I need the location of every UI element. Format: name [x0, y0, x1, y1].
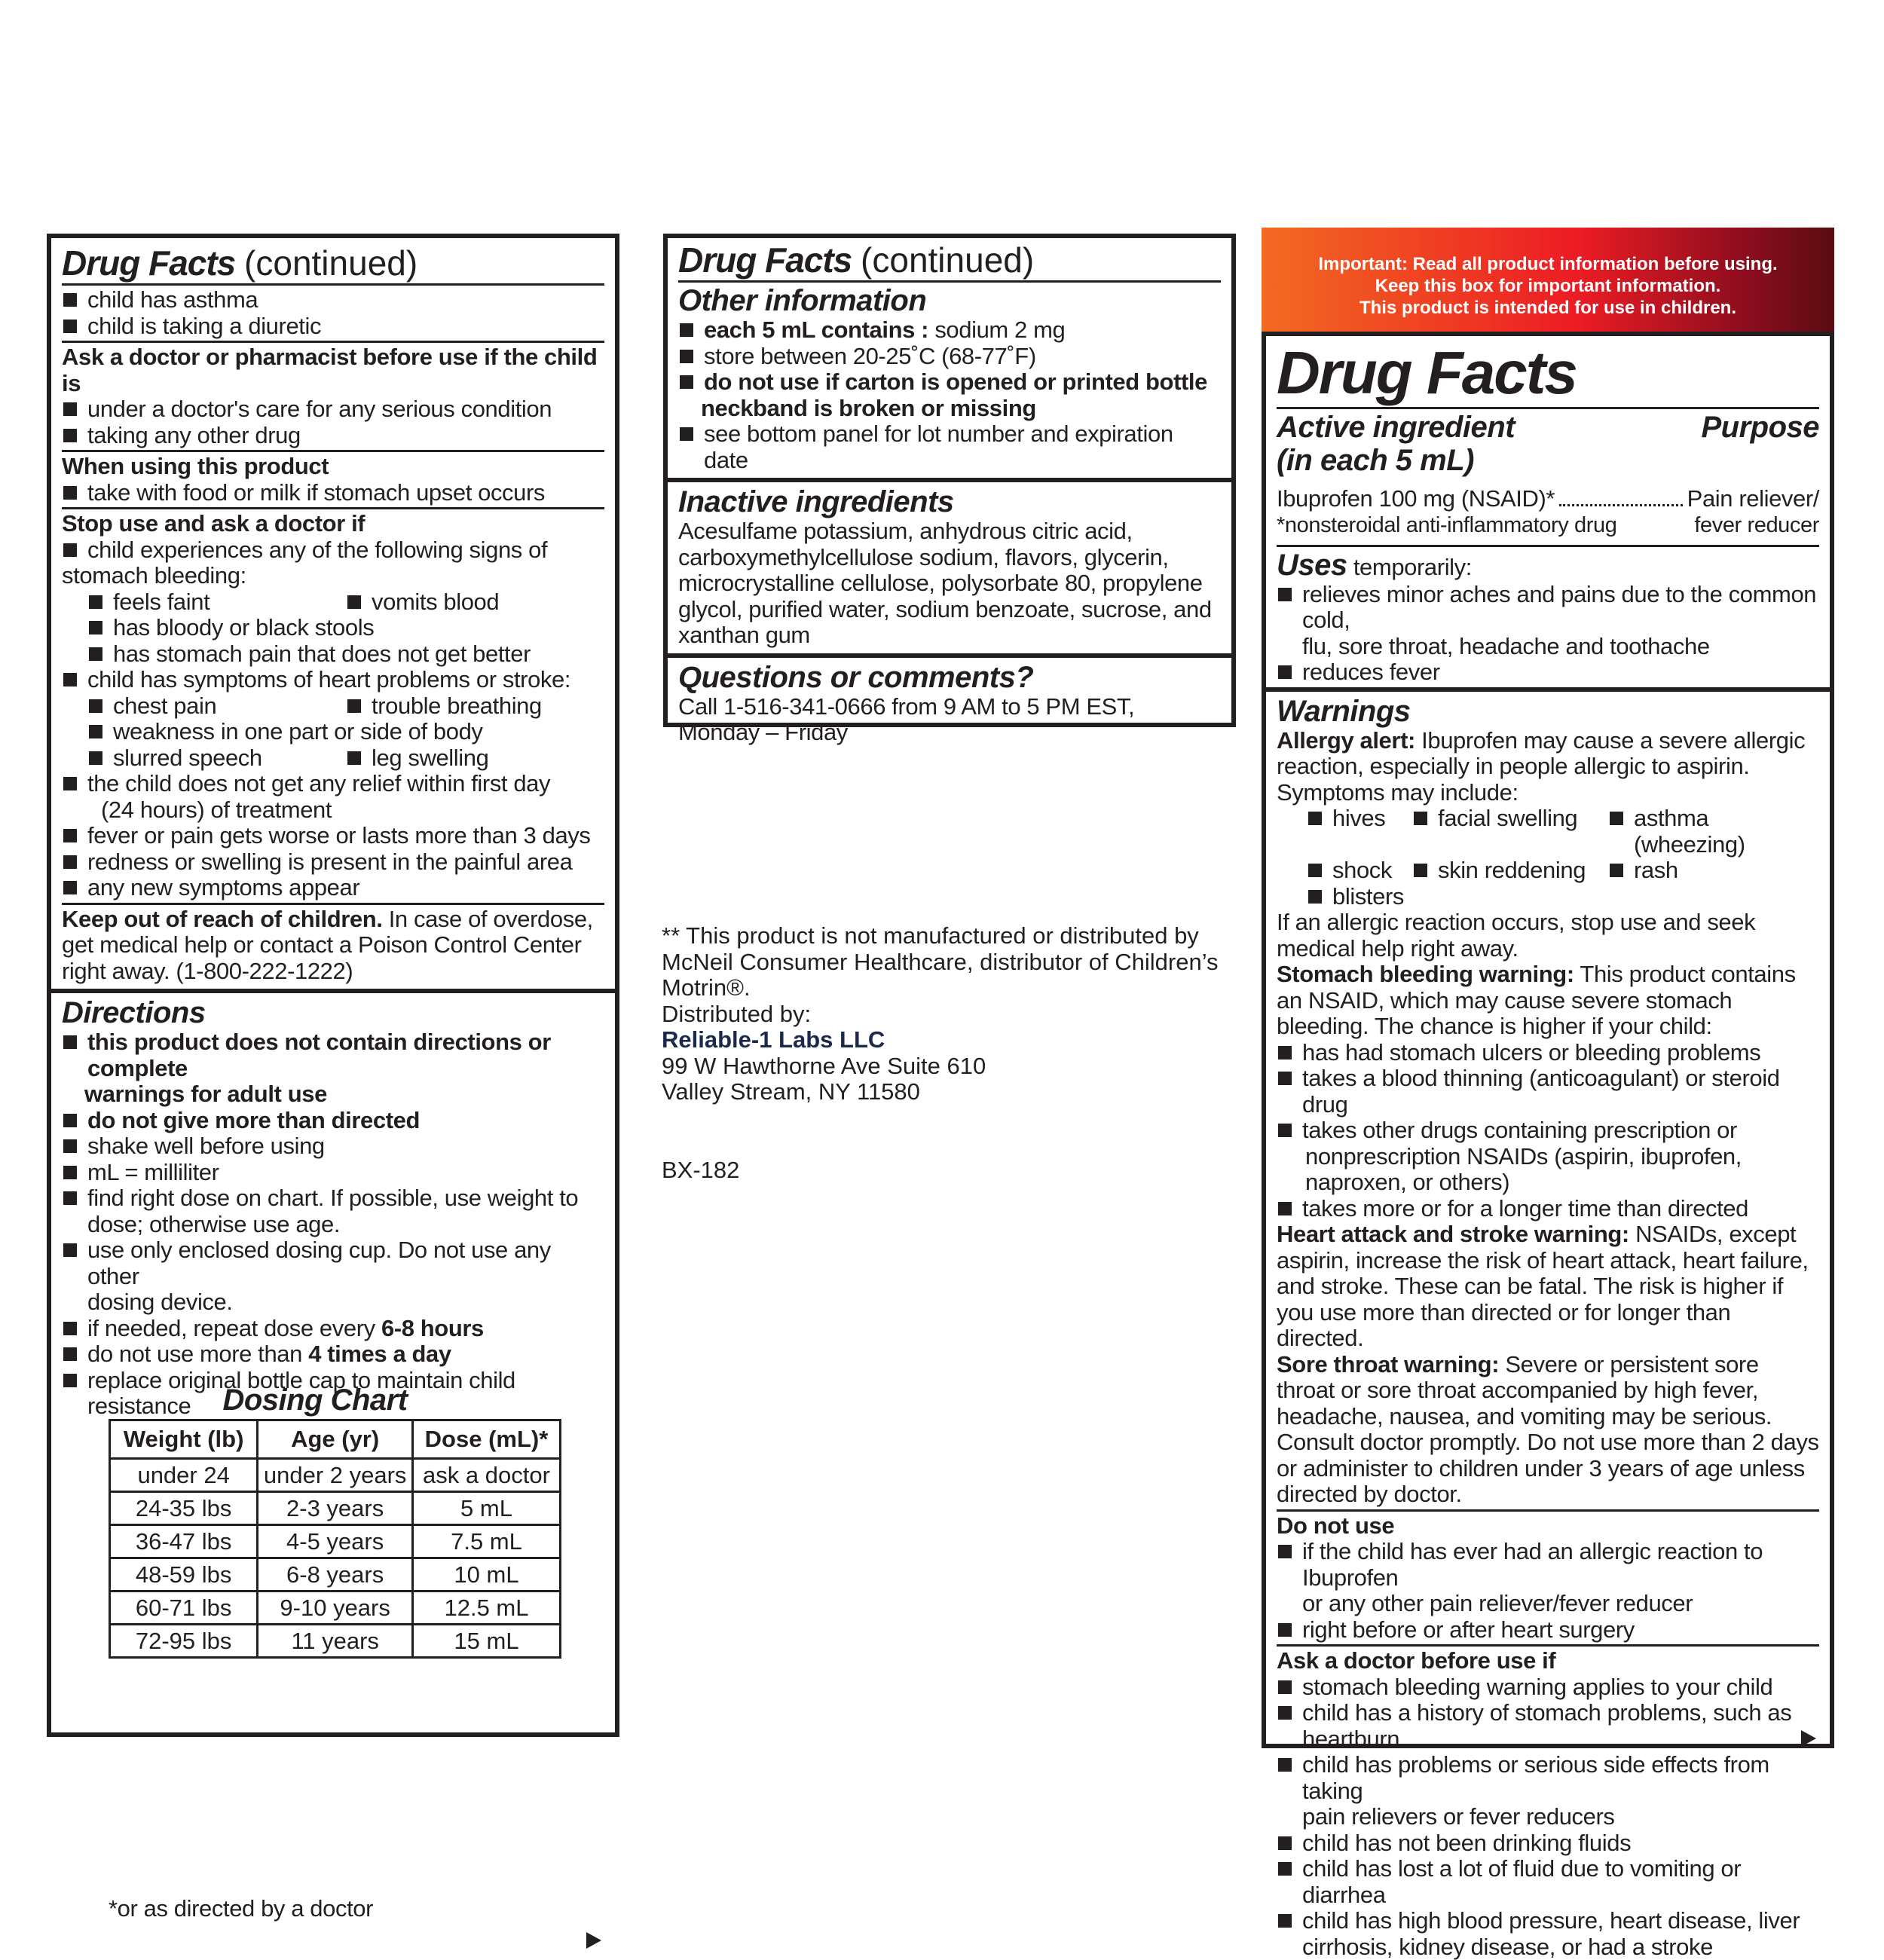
- list-item: do not give more than directed: [62, 1108, 604, 1134]
- ingredient-note-row: *nonsteroidal anti-inflammatory drug fever reducer: [1277, 512, 1819, 539]
- allergy-instructions: If an allergic reaction occurs, stop use and seek medical help right away.: [1277, 910, 1819, 962]
- list-item: child experiences any of the following signs of: [62, 537, 604, 564]
- middle-panel-title: Drug Facts (continued): [678, 240, 1221, 280]
- list-item: takes other drugs containing prescription or: [1277, 1118, 1819, 1144]
- table-cell: under 2 years: [258, 1459, 413, 1492]
- list-item-continued: heartburn: [1277, 1726, 1819, 1753]
- table-cell: 4-5 years: [258, 1525, 413, 1558]
- list-item: stomach bleeding warning applies to your child: [1277, 1674, 1819, 1701]
- list-item: child has not been drinking fluids: [1277, 1830, 1819, 1857]
- inactive-ingredients-text: Acesulfame potassium, anhydrous citric acid, carboxymethylcellulose sodium, flavors, glycerin, microcrystalline cellulose, polysorbate 80, propylene glycol, purified water, sodium benzoate, sucrose, and xanthan gum: [678, 518, 1221, 649]
- list-item-continued: nonprescription NSAIDs (aspirin, ibuprofen,: [1277, 1144, 1819, 1170]
- list-item: do not use more than 4 times a day: [62, 1341, 604, 1368]
- allergy-alert: Allergy alert: Ibuprofen may cause a severe allergic reaction, especially in people allergic to aspirin. Symptoms may include:: [1277, 728, 1819, 806]
- distributor-name: Reliable-1 Labs LLC: [662, 1027, 885, 1053]
- list-item: skin reddening: [1412, 858, 1608, 884]
- stomach-bleeding-warning: Stomach bleeding warning: This product contains an NSAID, which may cause severe stomach bleeding. The chance is higher if your child:: [1277, 962, 1819, 1040]
- continue-arrow-icon: [1801, 1730, 1816, 1747]
- list-item: shock: [1307, 858, 1412, 884]
- right-panel-title: Drug Facts: [1277, 341, 1819, 405]
- list-item: under a doctor's care for any serious condition: [62, 396, 604, 423]
- list-item: each 5 mL contains : sodium 2 mg: [678, 317, 1221, 344]
- distributor-address-line2: Valley Stream, NY 11580: [662, 1079, 920, 1105]
- table-cell: ask a doctor: [412, 1459, 560, 1492]
- list-item: chest pain: [62, 693, 346, 720]
- uses-heading: Uses temporarily:: [1277, 549, 1819, 582]
- list-item-continued: flu, sore throat, headache and toothache: [1277, 634, 1819, 660]
- list-item: child has a history of stomach problems, such as: [1277, 1700, 1819, 1726]
- list-item: do not use if carton is opened or printed bottle: [678, 369, 1221, 396]
- continue-arrow-icon: [586, 1932, 601, 1949]
- list-item: child has problems or serious side effects from taking: [1277, 1752, 1819, 1804]
- table-row: [110, 1592, 561, 1625]
- distributor-address-line1: 99 W Hawthorne Ave Suite 610: [662, 1053, 986, 1080]
- list-item: leg swelling: [346, 745, 604, 772]
- table-row: [110, 1625, 561, 1658]
- table-cell: 6-8 years: [258, 1558, 413, 1592]
- table-cell: 72-95 lbs: [110, 1625, 258, 1658]
- table-header-row: [110, 1420, 561, 1459]
- left-drug-facts-panel: [47, 234, 619, 1737]
- list-item: redness or swelling is present in the painful area: [62, 849, 604, 876]
- table-cell: 7.5 mL: [412, 1525, 560, 1558]
- ask-doctor-heading: Ask a doctor before use if: [1277, 1648, 1819, 1674]
- list-item: child has lost a lot of fluid due to vomiting or diarrhea: [1277, 1856, 1819, 1908]
- other-information-heading: Other information: [678, 284, 1221, 317]
- distributed-by-label: Distributed by:: [662, 1001, 811, 1028]
- questions-phone: Call 1-516-341-0666 from 9 AM to 5 PM EST,: [678, 694, 1221, 720]
- right-drug-facts-panel: [1262, 332, 1834, 1748]
- important-banner: Important: Read all product information before using. Keep this box for important information. This product is intended for use in children.: [1262, 228, 1834, 332]
- directions-heading: Directions: [62, 996, 604, 1029]
- list-item-continued: dose; otherwise use age.: [62, 1212, 604, 1238]
- heart-attack-warning: Heart attack and stroke warning: NSAIDs, except aspirin, increase the risk of heart attack, heart failure, and stroke. These can be fatal. The risk is higher if you use more than directed or for longer than directed.: [1277, 1222, 1819, 1352]
- list-item: shake well before using: [62, 1133, 604, 1160]
- middle-drug-facts-panel: [663, 234, 1236, 727]
- when-using-heading: When using this product: [62, 454, 604, 480]
- list-item: rash: [1608, 858, 1804, 884]
- table-cell: 10 mL: [412, 1558, 560, 1592]
- sore-throat-warning: Sore throat warning: Severe or persistent sore throat or sore throat accompanied by high fever, headache, nausea, and vomiting may be serious. Consult doctor promptly. Do not use more than 2 days or administer to children under 3 years of age unless directed by doctor.: [1277, 1352, 1819, 1508]
- list-item: slurred speech: [62, 745, 346, 772]
- list-item: the child does not get any relief within first day: [62, 771, 604, 797]
- list-item: hives: [1307, 806, 1412, 858]
- list-item: if the child has ever had an allergic reaction to Ibuprofen: [1277, 1539, 1819, 1591]
- left-panel-title: Drug Facts (continued): [62, 243, 604, 283]
- questions-hours: Monday – Friday: [678, 720, 1221, 746]
- table-cell: 24-35 lbs: [110, 1492, 258, 1525]
- list-item-continued: neckband is broken or missing: [678, 396, 1221, 422]
- ask-doctor-pharmacist-heading: Ask a doctor or pharmacist before use if the child is: [62, 344, 604, 396]
- list-item: any new symptoms appear: [62, 875, 604, 901]
- list-item: right before or after heart surgery: [1277, 1617, 1819, 1644]
- table-cell: 60-71 lbs: [110, 1592, 258, 1625]
- list-item: blisters: [1307, 884, 1412, 910]
- list-item: relieves minor aches and pains due to the common cold,: [1277, 582, 1819, 634]
- inactive-ingredients-heading: Inactive ingredients: [678, 485, 1221, 518]
- dosing-chart-table: [109, 1419, 561, 1659]
- list-item-continued: cirrhosis, kidney disease, or had a stroke: [1277, 1934, 1819, 1960]
- table-header-cell: Age (yr): [258, 1420, 413, 1459]
- table-cell: 9-10 years: [258, 1592, 413, 1625]
- list-item: facial swelling: [1412, 806, 1608, 858]
- list-item: child has high blood pressure, heart disease, liver: [1277, 1908, 1819, 1934]
- list-item: reduces fever: [1277, 659, 1819, 686]
- list-item-continued: dosing device.: [62, 1289, 604, 1316]
- list-item: child has asthma: [62, 287, 604, 313]
- list-item: taking any other drug: [62, 423, 604, 449]
- table-row: [110, 1459, 561, 1492]
- list-item-continued: stomach bleeding:: [62, 563, 604, 589]
- product-code: BX-182: [662, 1157, 739, 1184]
- list-item-continued: or any other pain reliever/fever reducer: [1277, 1591, 1819, 1617]
- table-cell: under 24: [110, 1459, 258, 1492]
- list-item: if needed, repeat dose every 6-8 hours: [62, 1316, 604, 1342]
- list-item: weakness in one part or side of body: [62, 719, 604, 745]
- list-item: takes a blood thinning (anticoagulant) or steroid drug: [1277, 1066, 1819, 1118]
- list-item: feels faint: [62, 589, 346, 616]
- dosing-chart-note: *or as directed by a doctor: [109, 1896, 373, 1922]
- list-item-continued: naproxen, or others): [1277, 1170, 1819, 1196]
- ingredient-row: Ibuprofen 100 mg (NSAID)* Pain reliever/: [1277, 486, 1819, 512]
- list-item: has stomach pain that does not get better: [62, 641, 604, 668]
- list-item: fever or pain gets worse or lasts more than 3 days: [62, 823, 604, 849]
- table-cell: 2-3 years: [258, 1492, 413, 1525]
- list-item: child has symptoms of heart problems or stroke:: [62, 667, 604, 693]
- do-not-use-heading: Do not use: [1277, 1513, 1819, 1540]
- table-header-cell: Dose (mL)*: [412, 1420, 560, 1459]
- list-item: vomits blood: [346, 589, 604, 616]
- list-item: take with food or milk if stomach upset occurs: [62, 480, 604, 506]
- dosing-chart-title: Dosing Chart: [51, 1384, 579, 1417]
- list-item: takes more or for a longer time than directed: [1277, 1196, 1819, 1222]
- list-item: see bottom panel for lot number and expiration date: [678, 421, 1221, 473]
- list-item: mL = milliliter: [62, 1160, 604, 1186]
- list-item-continued: warnings for adult use: [62, 1081, 604, 1108]
- table-cell: 11 years: [258, 1625, 413, 1658]
- list-item: store between 20-25˚C (68-77˚F): [678, 344, 1221, 370]
- table-row: [110, 1558, 561, 1592]
- list-item: find right dose on chart. If possible, use weight to: [62, 1185, 604, 1212]
- symptoms-grid: [1277, 806, 1819, 910]
- table-cell: 48-59 lbs: [110, 1558, 258, 1592]
- list-item-continued: (24 hours) of treatment: [62, 797, 604, 824]
- list-item: child is taking a diuretic: [62, 313, 604, 340]
- list-item: replace original bottle cap to maintain child resistance: [62, 1368, 604, 1420]
- questions-heading: Questions or comments?: [678, 661, 1221, 694]
- list-item: has bloody or black stools: [62, 615, 604, 641]
- list-item: use only enclosed dosing cup. Do not use any other: [62, 1237, 604, 1289]
- table-cell: 36-47 lbs: [110, 1525, 258, 1558]
- warnings-heading: Warnings: [1277, 695, 1819, 728]
- table-cell: 15 mL: [412, 1625, 560, 1658]
- list-item-continued: pain relievers or fever reducers: [1277, 1804, 1819, 1830]
- keep-out-of-reach: Keep out of reach of children. In case of overdose, get medical help or contact a Poison Control Center right away. (1-800-222-1222): [62, 907, 604, 985]
- table-header-cell: Weight (lb): [110, 1420, 258, 1459]
- active-ingredient-header: Active ingredient (in each 5 mL) Purpose: [1277, 411, 1819, 477]
- table-row: [110, 1525, 561, 1558]
- list-item: has had stomach ulcers or bleeding problems: [1277, 1040, 1819, 1066]
- list-item: this product does not contain directions or complete: [62, 1029, 604, 1081]
- disclaimer-text: ** This product is not manufactured or distributed by McNeil Consumer Healthcare, distributor of Children’s Motrin®.: [662, 923, 1234, 1001]
- table-cell: 5 mL: [412, 1492, 560, 1525]
- table-cell: 12.5 mL: [412, 1592, 560, 1625]
- table-row: [110, 1492, 561, 1525]
- list-item: trouble breathing: [346, 693, 604, 720]
- stop-use-heading: Stop use and ask a doctor if: [62, 511, 604, 537]
- list-item: asthma (wheezing): [1608, 806, 1804, 858]
